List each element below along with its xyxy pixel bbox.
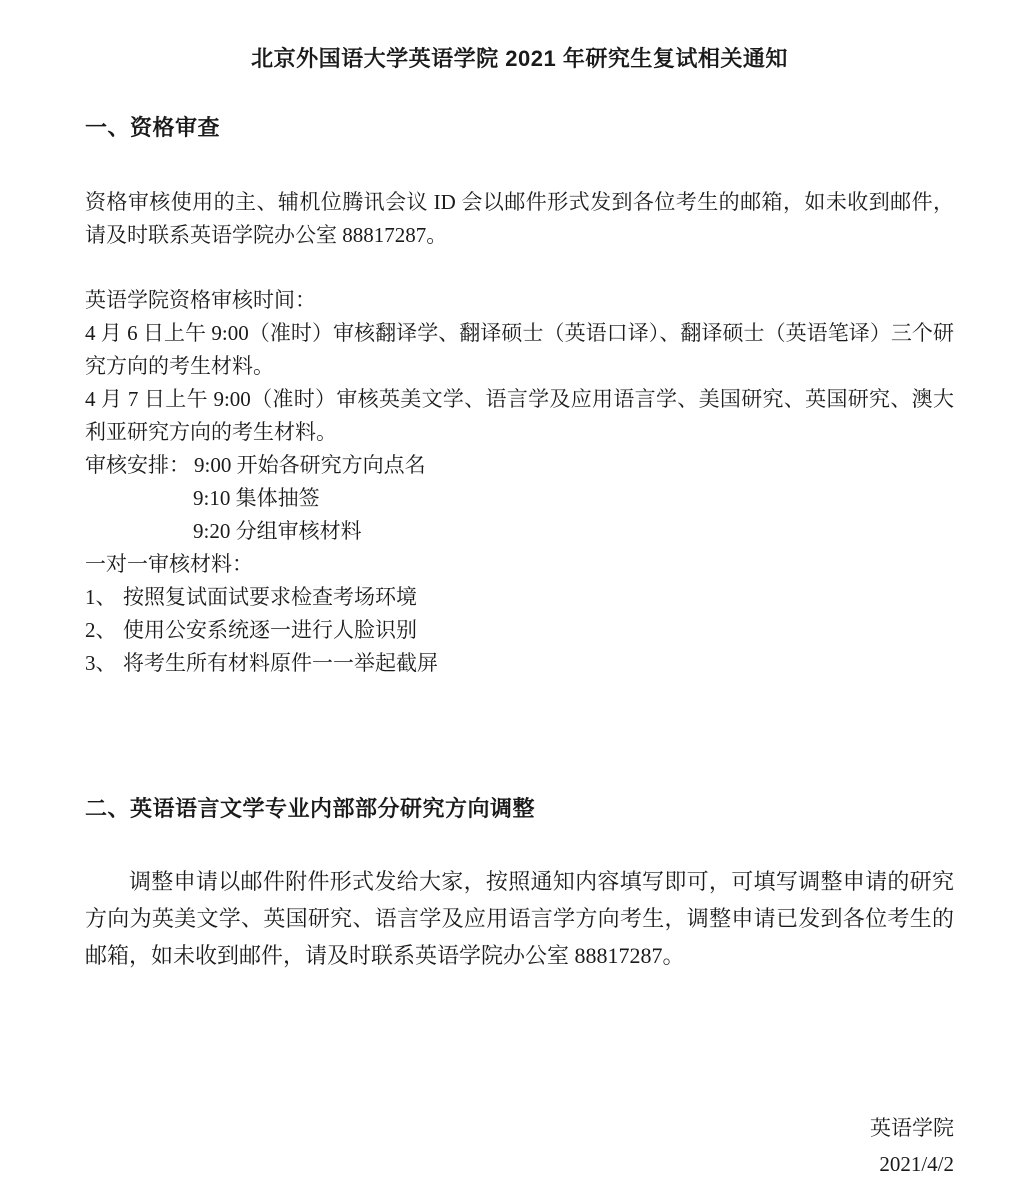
check-item-1-text: 按照复试面试要求检查考场环境 [123, 585, 417, 609]
check-item-2 [85, 614, 954, 647]
check-item-2-text: 使用公安系统逐一进行人脸识别 [123, 618, 417, 642]
check-item-2-number: 2、 [85, 618, 117, 642]
section2-heading: 二、英语语言文学专业内部部分研究方向调整 [85, 796, 536, 821]
one-on-one-label: 一对一审核材料： [85, 552, 253, 576]
check-item-1 [85, 581, 954, 614]
check-item-3-number: 3、 [85, 651, 117, 675]
arrangement-item-1: 9:00 开始各研究方向点名 [194, 453, 426, 477]
signature-org: 英语学院 [870, 1116, 954, 1140]
section1-intro-paragraph: 资格审核使用的主、辅机位腾讯会议 ID 会以邮件形式发到各位考生的邮箱，如未收到邮件，请及时联系英语学院办公室 88817287。 [85, 190, 954, 247]
signature-date: 2021/4/2 [879, 1152, 954, 1176]
check-item-3 [85, 647, 954, 680]
signature-block [85, 1110, 954, 1179]
check-item-1-number: 1、 [85, 585, 117, 609]
review-day2-line: 4 月 7 日上午 9:00（准时）审核英美文学、语言学及应用语言学、美国研究、英国研究、澳大利亚研究方向的考生材料。 [85, 387, 954, 444]
review-day1-line: 4 月 6 日上午 9:00（准时）审核翻译学、翻译硕士（英语口译）、翻译硕士（英语笔译）三个研究方向的考生材料。 [85, 321, 954, 378]
check-item-3-text: 将考生所有材料原件一一举起截屏 [123, 651, 438, 675]
document-title: 北京外国语大学英语学院 2021 年研究生复试相关通知 [251, 46, 788, 71]
arrangement-item-2: 9:10 集体抽签 [193, 486, 320, 510]
arrangement-item-3: 9:20 分组审核材料 [193, 519, 362, 543]
section1-heading: 一、资格审查 [85, 115, 221, 140]
section2-paragraph: 调整申请以邮件附件形式发给大家，按照通知内容填写即可，可填写调整申请的研究方向为英美文学、英国研究、语言学及应用语言学方向考生，调整申请已发到各位考生的邮箱，如未收到邮件，请及时联系英语学院办公室 88817287。 [85, 869, 954, 968]
arrangement-line [85, 449, 954, 482]
arrangement-label: 审核安排： [85, 453, 190, 477]
review-time-label: 英语学院资格审核时间： [85, 288, 316, 312]
